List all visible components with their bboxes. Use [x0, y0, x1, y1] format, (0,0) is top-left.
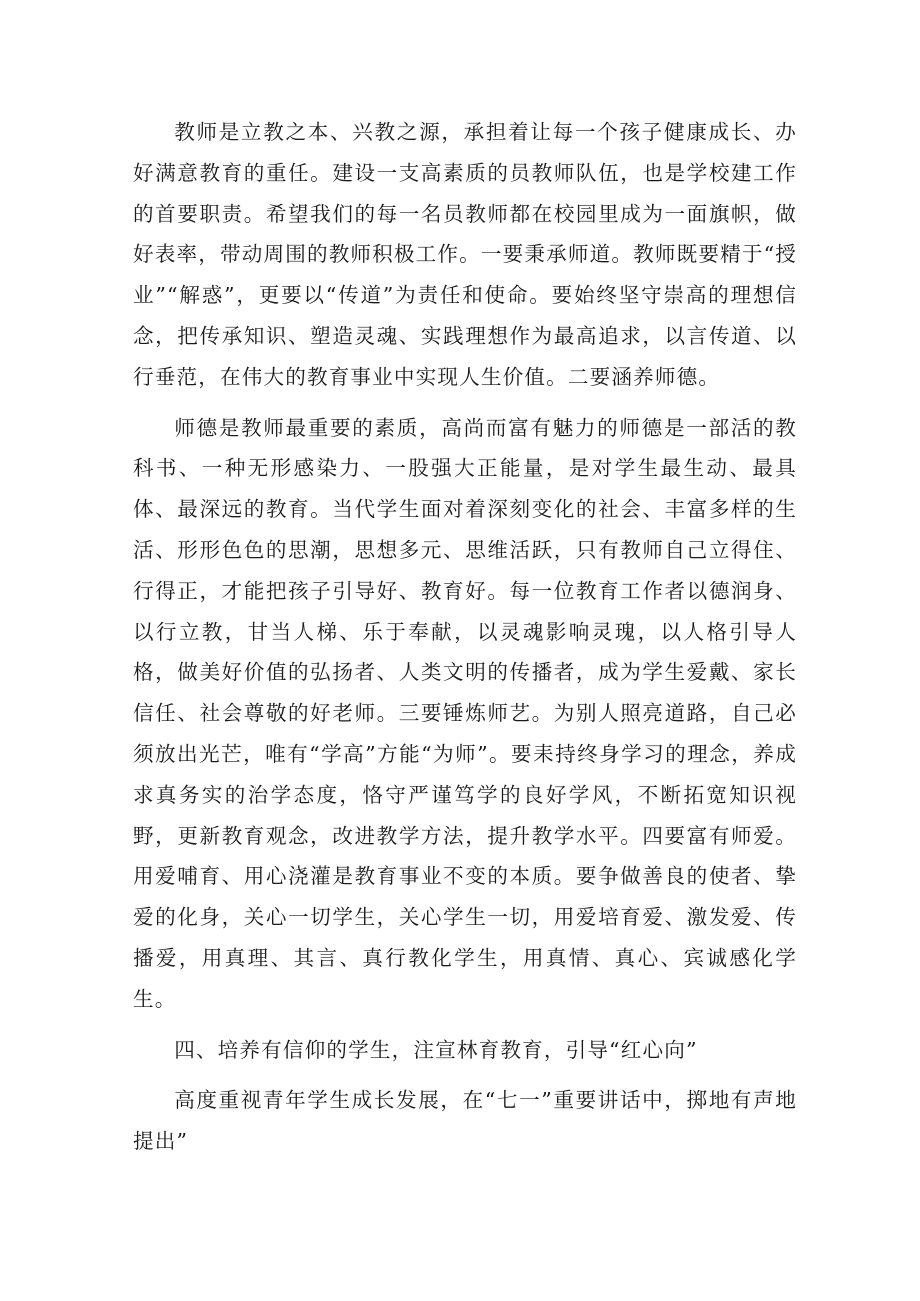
paragraph-teacher-ethics: 师德是教师最重要的素质，高尚而富有魅力的师德是一部活的教科书、一种无形感染力、一股强大正能量，是对学生最生动、最具体、最深远的教育。当代学生面对着深刻变化的社会、丰富多样的生活、形形色色的思潮，思想多元、思维活跃，只有教师自己立得住、行得正，才能把孩子引导好、教育好。每一位教育工作者以德润身、以行立教，甘当人梯、乐于奉献，以灵魂影响灵瑰，以人格引导人格，做美好价值的弘扬者、人类文明的传播者，成为学生爱戴、家长信任、社会尊敬的好老师。三要锤炼师艺。为别人照亮道路，自己必须放出光芒，唯有“学高”方能“为师”。要耒持终身学习的理念，养成求真务实的治学态度，恪守严谨笃学的良好学风，不断拓宽知识视野，更新教育观念，改进教学方法，提升教学水平。四要富有师爱。用爱哺育、用心浇灌是教育事业不变的本质。要争做善良的使者、挚爱的化身，关心一切学生，关心学生一切，用爱培育爱、激发爱、传播爱，用真理、其言、真行教化学生，用真情、真心、宾诚感化学生。 — [133, 415, 797, 1011]
paragraph-youth-development: 高度重视青年学生成长发展，在“七一”重要讲话中，掷地有声地提出” — [133, 1088, 797, 1154]
section-heading-four: 四、培养有信仰的学生，注宣林育教育，引导“红心向” — [174, 1037, 698, 1062]
paragraph-teachers-role: 教师是立教之本、兴教之源，承担着让每一个孩子健康成长、办好满意教育的重任。建设一支高素质的员教师队伍，也是学校建工作的首要职责。希望我们的每一名员教师都在校园里成为一面旗帜，做好表率，带动周围的教师积极工作。一要秉承师道。教师既要精于“授业”“解惑”，更要以“传道”为责任和使命。要始终坚守崇高的理想信念，把传承知识、塑造灵魂、实践理想作为最高追求，以言传道、以行垂范，在伟大的教育事业中实现人生价值。二要涵养师德。 — [133, 120, 797, 389]
document-page — [133, 112, 797, 1162]
